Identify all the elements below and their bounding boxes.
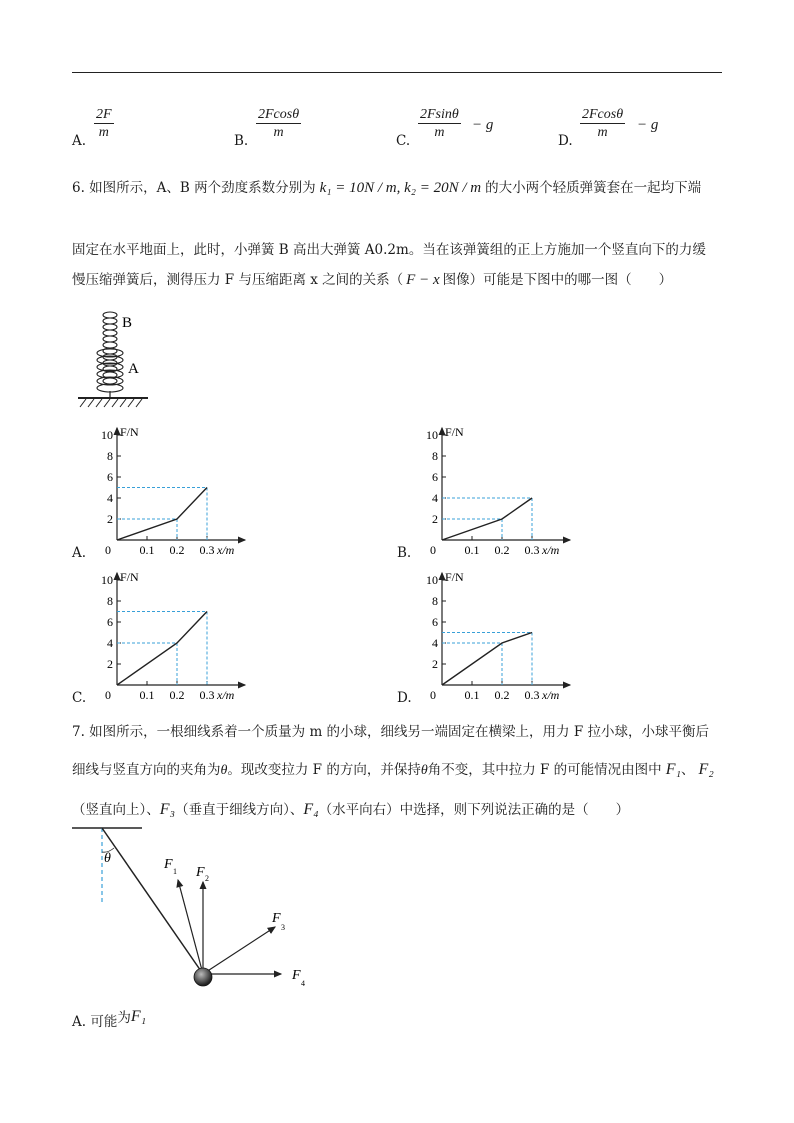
y-tick-label: 2 [107,657,113,671]
ground-hatching [80,399,142,407]
y-tick-label: 6 [432,615,438,629]
y-tick-label: 8 [107,594,113,608]
label-f1-sub: 1 [173,867,177,876]
small-spring-b [103,312,117,384]
y-tick-label: 6 [107,470,113,484]
y-tick-label: 8 [107,449,113,463]
x-tick-label: 0.2 [169,543,185,557]
y-tick-label: 6 [432,470,438,484]
graph-option-c [95,567,275,707]
q7-f2: F₂ [698,761,714,778]
q5-option-a-denominator: m [98,125,109,140]
spring-figure [72,303,156,411]
graph-a-letter: A. [72,545,87,561]
q6-line1-suffix: 的大小两个轻质弹簧套在一起均下端 [485,180,702,196]
label-f4: F [292,968,301,983]
q7-line2 [72,758,714,779]
x-tick-label: 0.3 [199,543,215,557]
q5-option-b-fraction [256,106,301,142]
q6-line1-formula: k₁ = 10N / m, k₂ = 20N / m [319,180,482,196]
q7-line3-b: （垂直于细线方向）、 [175,802,304,818]
ball [194,968,212,986]
big-spring-a [97,349,123,392]
q7-line2-a: 细线与竖直方向的夹角为 [72,762,221,778]
q7-line3-c: （水平向右）中选择，则下列说法正确的是（ ） [318,802,630,818]
graph-b-letter: B. [397,545,412,561]
y-tick-label: 4 [107,636,113,650]
x-tick-label: 0.1 [139,688,155,702]
origin-label: 0 [430,543,436,557]
y-axis-label: F/N [445,425,464,439]
y-tick-label: 10 [101,573,113,587]
x-tick-label: 0.2 [494,543,510,557]
q7-f4: F₄ [303,801,319,818]
f-x-line [117,488,207,541]
x-tick-label: 0.1 [464,688,480,702]
y-tick-label: 10 [101,428,113,442]
y-axis-label: F/N [120,570,139,584]
graph-d-letter: D. [397,690,412,706]
diagram-theta: θ [104,851,111,866]
label-f3-sub: 3 [281,923,285,932]
q5-option-b-letter: B. [234,133,249,149]
q5-option-c-tail: − g [472,117,494,133]
q7-line3-a: （竖直向上）、 [72,802,160,818]
origin-label: 0 [105,688,111,702]
force-arrow-f1 [178,880,203,974]
label-f1: F [164,857,173,872]
y-tick-label: 8 [432,594,438,608]
q5-option-d-tail: − g [637,117,659,133]
string [102,828,203,974]
x-tick-label: 0.2 [169,688,185,702]
q7-f1: F₁ [665,761,682,778]
q6-line2: 固定在水平地面上，此时，小弹簧 B 高出大弹簧 A0.2m。当在该弹簧组的正上方施加一个竖直向下的力缓 [72,242,706,258]
x-tick-label: 0.2 [494,688,510,702]
q7-line2-c: 角不变，其中拉力 F 的可能情况由图中 [427,762,662,778]
y-tick-label: 4 [432,491,438,505]
graph-option-b [420,422,600,562]
x-tick-label: 0.1 [139,543,155,557]
q5-option-a-letter: A. [72,133,87,149]
spring-label-a: A [128,361,139,377]
y-tick-label: 10 [426,428,438,442]
q7-theta-2: θ [420,763,428,778]
y-tick-label: 8 [432,449,438,463]
q5-option-d-denominator: m [597,125,608,140]
y-tick-label: 10 [426,573,438,587]
label-f4-sub: 4 [301,979,305,988]
label-f3: F [272,911,281,926]
q5-option-c-fraction [418,106,461,142]
graph-option-a [95,422,275,562]
x-axis-label: x/m [542,543,560,557]
y-tick-label: 2 [432,657,438,671]
q7-f3: F₃ [159,801,176,818]
q6-line3-formula: F − x [406,272,440,288]
y-tick-label: 4 [432,636,438,650]
q7-option-a-mid: 为 [117,1010,131,1026]
q6-line1-prefix: 6. 如图所示，A、B 两个劲度系数分别为 [72,180,316,196]
q7-option-a-f: F₁ [130,1008,147,1025]
origin-label: 0 [430,688,436,702]
q7-theta-1: θ [220,763,228,778]
x-axis-label: x/m [542,688,560,702]
q5-option-d-letter: D. [558,133,573,149]
q6-line3-suffix: 图像）可能是下图中的哪一图（ ） [442,272,673,288]
q6-line3 [72,268,672,289]
header-rule [72,72,722,73]
graph-c-letter: C. [72,690,87,706]
q5-option-a-fraction [94,106,114,142]
force-diagram [72,822,332,1002]
q5-option-d-fraction [580,106,625,142]
x-tick-label: 0.3 [199,688,215,702]
spring-label-b: B [122,315,133,331]
q5-option-b-numerator: 2Fcosθ [258,107,300,122]
y-tick-label: 6 [107,615,113,629]
x-axis-label: x/m [217,543,235,557]
q7-line1: 7. 如图所示，一根细线系着一个质量为 m 的小球，细线另一端固定在横梁上，用力 F 拉小球，小球平衡后 [72,724,710,740]
x-tick-label: 0.3 [524,688,540,702]
f-x-line [117,612,207,686]
q6-line3-prefix: 慢压缩弹簧后，测得压力 F 与压缩距离 x 之间的关系（ [72,272,404,288]
y-tick-label: 4 [107,491,113,505]
q5-option-c-denominator: m [434,125,445,140]
q7-option-a-prefix: A. 可能 [72,1014,118,1030]
q6-line1 [72,176,701,197]
q7-sep: 、 [681,762,695,778]
q7-line3 [72,798,629,819]
x-tick-label: 0.1 [464,543,480,557]
y-axis-label: F/N [120,425,139,439]
x-axis-label: x/m [217,688,235,702]
graph-option-d [420,567,600,707]
origin-label: 0 [105,543,111,557]
q7-line2-b: 。现改变拉力 F 的方向，并保持 [227,762,421,778]
f-x-line [442,633,532,686]
y-tick-label: 2 [432,512,438,526]
y-tick-label: 2 [107,512,113,526]
q7-option-a [72,1010,146,1031]
q5-option-b-denominator: m [273,125,284,140]
force-arrow-f3 [203,927,275,974]
y-axis-label: F/N [445,570,464,584]
label-f2-sub: 2 [205,874,209,883]
q5-option-c-numerator: 2Fsinθ [420,107,459,122]
q5-option-c-letter: C. [396,133,411,149]
q5-option-a-numerator: 2F [96,107,112,122]
q5-option-d-numerator: 2Fcosθ [582,107,624,122]
label-f2: F [196,865,205,880]
x-tick-label: 0.3 [524,543,540,557]
